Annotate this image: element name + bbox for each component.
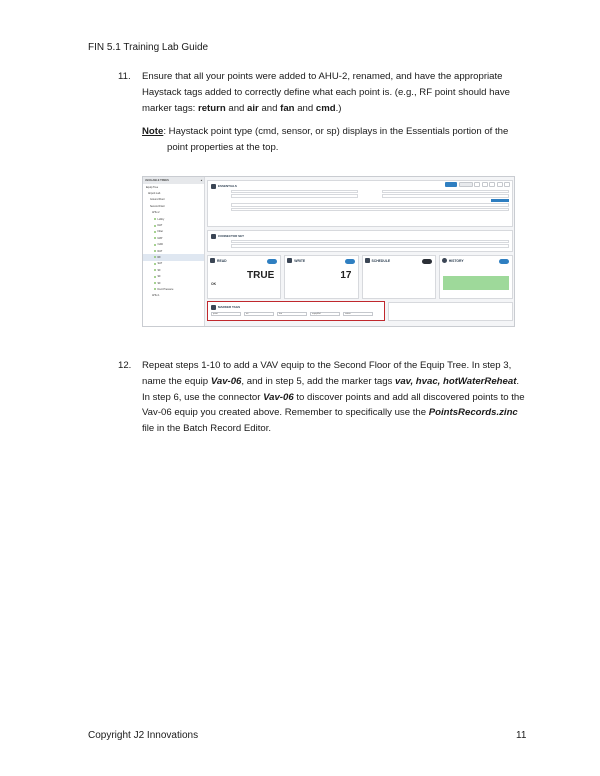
footer-copyright: Copyright J2 Innovations [88,730,199,741]
schedule-tile: SCHEDULE [362,255,436,299]
tree-item: Ground Floor [150,198,165,202]
tag-chip: point [211,312,241,316]
tool-button [482,182,488,187]
tree-item: SF [157,281,161,285]
tree-panel: AVAILABLE TREES ◂ Equip Tree Airport Lab Ground Floor Second Floor AHU-2 Lobby DAT Filter MAT OAD RAT RF SAT SF SF SF Duct Pressure AHU-1 [143,177,205,327]
tree-item: DAT [157,224,163,228]
essentials-card [207,180,513,227]
step-number: 12. [118,360,132,371]
essentials-icon [211,184,216,189]
tool-button [474,182,480,187]
step-11 [118,69,528,116]
save-button [445,182,457,187]
tree-item: OAD [157,243,163,247]
tree-item: Second Floor [150,204,165,208]
marker-tags-title: MARKER TAGS [218,305,241,309]
tree-item: Equip Tree [146,185,159,189]
read-icon [210,258,215,263]
step-number: 11. [118,71,131,82]
write-value: 17 [340,270,352,281]
step-text: Ensure that all your points were added to AHU-2, renamed, and have the appropriate Haystack tags added to correctly define what each point is. (e.g., RF point should have marker tags: return and air and fan and cmd.) [142,71,510,114]
app-screenshot [142,176,515,327]
tree-item: SF [157,268,161,272]
essentials-title: ESSENTIALS [218,184,237,188]
marker-tags-card [207,301,385,321]
write-tile: WRITE 17 [284,255,358,299]
point-tiles [207,255,513,299]
tree-title: AVAILABLE TREES [145,179,169,182]
page-header: FIN 5.1 Training Lab Guide [88,42,209,53]
write-toggle [345,259,355,264]
step-text: Repeat steps 1-10 to add a VAV equip to the Second Floor of the Equip Tree. In step 3, name the equip Vav-06, and in step 5, add the marker tags vav, hvac, hotWaterReheat. In step 6, use the connector Vav-06 to discover points and add all discovered points to the Vav-06 equip you created above. Remember to specifically use the PointsRecords.zinc file in the Batch Record Editor. [142,360,525,435]
tag-icon [211,305,216,310]
tree-item: AHU-1 [152,294,160,298]
read-status: OK [211,282,217,286]
tag-chip: air [244,312,274,316]
tree-item: Lobby [157,217,165,221]
calendar-icon [365,258,370,263]
page-number: 11 [516,730,527,741]
toolbar [445,182,510,187]
history-toggle [499,259,509,264]
schedule-toggle [422,259,432,264]
step-12 [118,358,528,437]
tag-chip: return [343,312,373,316]
history-icon [442,258,447,263]
pencil-icon [287,258,292,263]
tree-item: SAT [157,262,163,266]
tree-item: AHU-2 [152,211,160,215]
tree-item: Duct Pressure [157,287,174,291]
note-label: Note [142,126,164,137]
tree-item: SF [157,275,161,279]
tree-item: Filter [157,230,164,234]
connector-card [207,230,513,252]
tag-chip: fan [277,312,307,316]
tag-chip: equipRef [310,312,340,316]
mode-button [459,182,473,187]
tool-button [497,182,503,187]
connector-title: CONNECTOR SET [218,234,244,238]
note-paragraph: Note: Haystack point type (cmd, sensor, or sp) displays in the Essentials portion of the point properties at the top. [142,126,509,153]
tree-item: RAT [157,249,163,253]
tree-item: MAT [157,236,163,240]
tool-button [489,182,495,187]
properties-panel [207,180,513,321]
tree-item: RF [157,255,161,259]
read-toggle [267,259,277,264]
tool-button [504,182,510,187]
history-tile: HISTORY [439,255,513,299]
history-chart [443,276,509,290]
tree-item: Airport Lab [148,192,161,196]
marker-tags-extension [388,302,513,321]
connector-icon [211,234,216,239]
read-value: TRUE [247,270,275,281]
read-tile: READ TRUE OK [207,255,281,299]
